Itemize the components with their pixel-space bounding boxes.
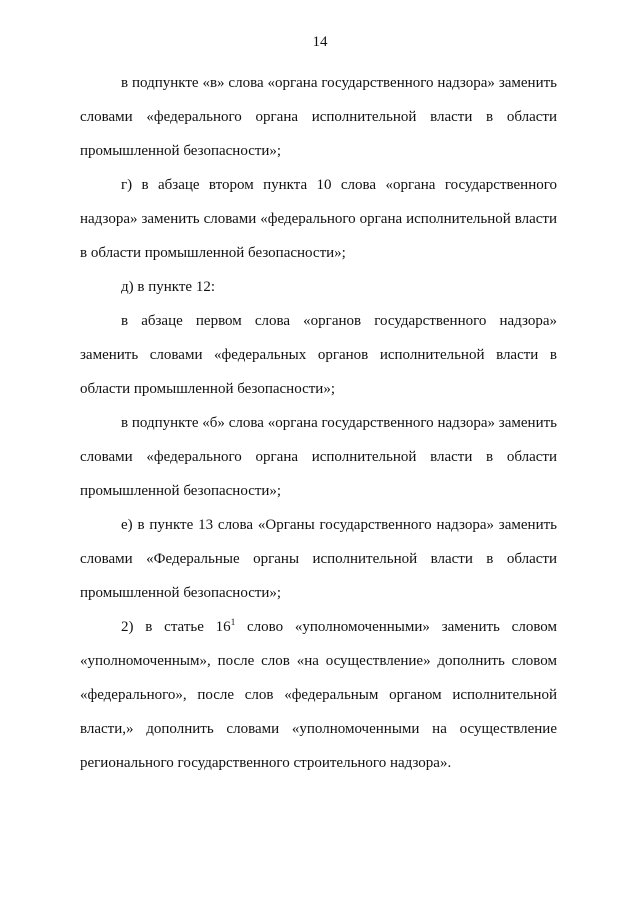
paragraph-line: «уполномоченным», после слов «на осуществление» дополнить словом: [80, 653, 557, 669]
paragraph-line: словами «федерального органа исполнительной власти в области: [80, 449, 557, 465]
paragraph-line: г) в абзаце втором пункта 10 слова «органа государственного: [121, 177, 557, 193]
paragraph-line: словами «федерального органа исполнительной власти в области: [80, 109, 557, 125]
paragraph-line: в абзаце первом слова «органов государственного надзора»: [121, 313, 557, 329]
paragraph-line: промышленной безопасности»;: [80, 143, 282, 159]
paragraph-7: [80, 610, 557, 780]
paragraph-line: регионального государственного строительного надзора».: [80, 755, 452, 771]
document-body: [80, 66, 557, 780]
paragraph-line: промышленной безопасности»;: [80, 483, 282, 499]
paragraph-line: заменить словами «федеральных органов исполнительной власти в: [80, 347, 557, 363]
paragraph-line: в области промышленной безопасности»;: [80, 245, 346, 261]
paragraph-line: в подпункте «в» слова «органа государственного надзора» заменить: [121, 75, 557, 91]
paragraph-5: [80, 406, 557, 508]
paragraph-4: [80, 304, 557, 406]
paragraph-line: промышленной безопасности»;: [80, 585, 282, 601]
paragraph-line: в подпункте «б» слова «органа государственного надзора» заменить: [121, 415, 557, 431]
paragraph-line: надзора» заменить словами «федерального органа исполнительной власти: [80, 211, 557, 227]
paragraph-line: е) в пункте 13 слова «Органы государственного надзора» заменить: [121, 517, 557, 533]
paragraph-2: [80, 168, 557, 270]
paragraph-6: [80, 508, 557, 610]
paragraph-line: власти,» дополнить словами «уполномоченными на осуществление: [80, 721, 557, 737]
paragraph-line: [80, 610, 557, 644]
paragraph-line: д) в пункте 12:: [121, 279, 215, 295]
superscript: 1: [230, 617, 236, 627]
paragraph-text: слово «уполномоченными» заменить словом: [235, 619, 558, 635]
paragraph-line: «федерального», после слов «федеральным органом исполнительной: [80, 687, 557, 703]
page-number: 14: [312, 34, 328, 50]
paragraph-line: словами «Федеральные органы исполнительной власти в области: [80, 551, 557, 567]
paragraph-3: [80, 270, 557, 304]
paragraph-1: [80, 66, 557, 168]
paragraph-text: 2) в статье 16: [121, 619, 231, 635]
paragraph-line: области промышленной безопасности»;: [80, 381, 335, 397]
